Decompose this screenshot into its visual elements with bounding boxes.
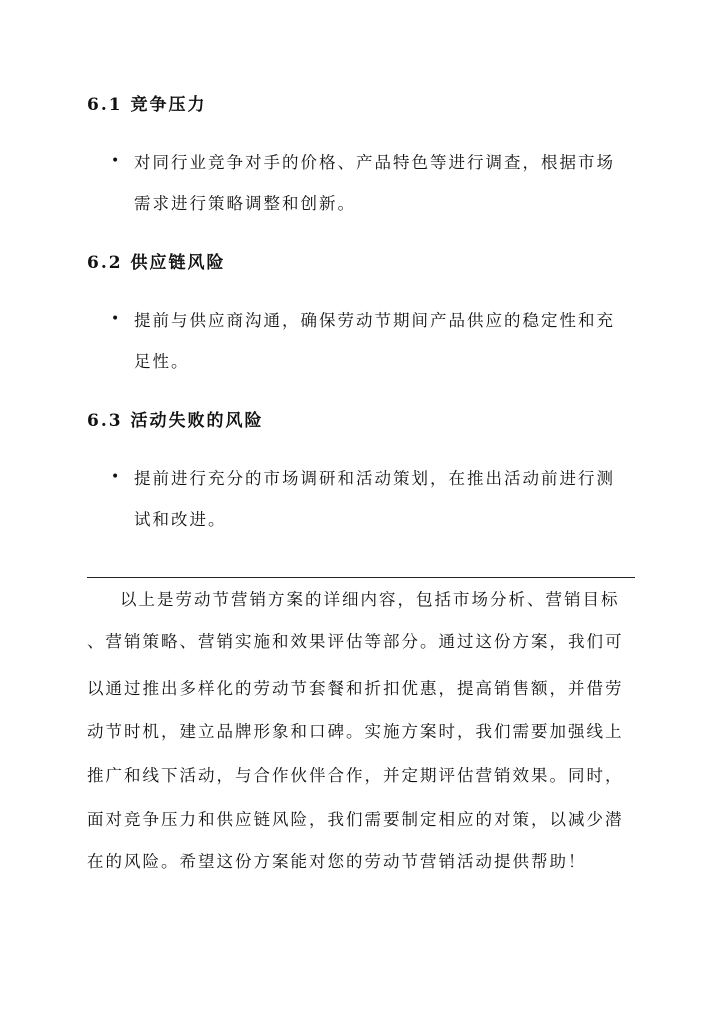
bullet-icon: • <box>111 469 120 485</box>
bullet-text-line: 提前与供应商沟通，确保劳动节期间产品供应的稳定性和充 <box>134 311 615 330</box>
conclusion-line: 、营销策略、营销实施和效果评估等部分。通过这份方案，我们可 <box>87 632 624 651</box>
bullet-icon: • <box>111 311 120 327</box>
bullet-text-line: 足性。 <box>134 352 190 371</box>
bullet-text-line: 对同行业竞争对手的价格、产品特色等进行调查，根据市场 <box>134 153 615 172</box>
section-heading-6-1: 6.1 竞争压力 <box>87 95 207 115</box>
section-heading-6-3: 6.3 活动失败的风险 <box>87 411 264 431</box>
bullet-icon: • <box>111 153 120 169</box>
conclusion-line: 在的风险。希望这份方案能对您的劳动节营销活动提供帮助！ <box>87 852 587 871</box>
bullet-text-line: 需求进行策略调整和创新。 <box>134 194 356 213</box>
conclusion-line: 面对竞争压力和供应链风险，我们需要制定相应的对策，以减少潜 <box>87 810 624 829</box>
conclusion-line: 以上是劳动节营销方案的详细内容，包括市场分析、营销目标 <box>120 590 620 609</box>
conclusion-line: 动节时机，建立品牌形象和口碑。实施方案时，我们需要加强线上 <box>87 722 624 741</box>
conclusion-line: 推广和线下活动，与合作伙伴合作，并定期评估营销效果。同时， <box>87 766 624 785</box>
bullet-text-line: 提前进行充分的市场调研和活动策划，在推出活动前进行测 <box>134 469 615 488</box>
bullet-text-line: 试和改进。 <box>134 510 227 529</box>
section-divider <box>87 577 635 578</box>
conclusion-line: 以通过推出多样化的劳动节套餐和折扣优惠，提高销售额，并借劳 <box>87 679 624 698</box>
section-heading-6-2: 6.2 供应链风险 <box>87 253 226 273</box>
